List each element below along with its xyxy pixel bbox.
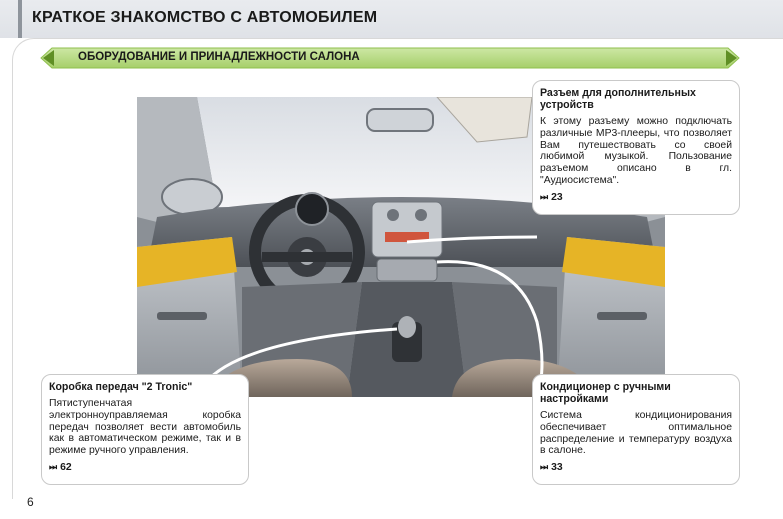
callout-title: Разъем для дополнительных устройств	[540, 87, 696, 111]
section-title: ОБОРУДОВАНИЕ И ПРИНАДЛЕЖНОСТИ САЛОНА	[78, 51, 360, 63]
page-reference	[540, 462, 732, 474]
callout-air-conditioning	[532, 374, 740, 485]
section-banner	[40, 47, 740, 69]
page-reference-number: 62	[60, 461, 72, 473]
page-reference	[540, 192, 732, 204]
page-reference-number: 23	[551, 191, 563, 203]
page-reference	[49, 462, 241, 474]
callout-body: К этому разъему можно подключать различные MP3-плееры, что позволяет Вам путешествовать со своей любимой музыкой. Пользование разъемом описано в гл. "Аудиосистема".	[540, 116, 732, 186]
arrow-icon: ⏭	[540, 191, 549, 202]
arrow-icon: ⏭	[49, 461, 58, 472]
page-title: КРАТКОЕ ЗНАКОМСТВО С АВТОМОБИЛЕМ	[32, 9, 378, 26]
callout-body: Система кондиционирования обеспечивает оптимальное распределение и температуру воздуха в салоне.	[540, 410, 732, 457]
arrow-icon: ⏭	[540, 462, 549, 473]
callout-body: Пятиступенчатая электронноуправляемая коробка передач позволяет вести автомобиль как в автоматическом режиме, так и в режиме ручного управления.	[49, 398, 241, 457]
header-accent-bar	[18, 0, 22, 38]
callout-title: Кондиционер с ручными настройками	[540, 381, 671, 405]
callout-aux-connector	[532, 80, 740, 215]
page-number: 6	[27, 495, 34, 509]
page-header	[0, 0, 783, 38]
callout-gearbox	[41, 374, 249, 485]
callout-title: Коробка передач "2 Tronic"	[49, 381, 193, 393]
page-reference-number: 33	[551, 462, 563, 474]
